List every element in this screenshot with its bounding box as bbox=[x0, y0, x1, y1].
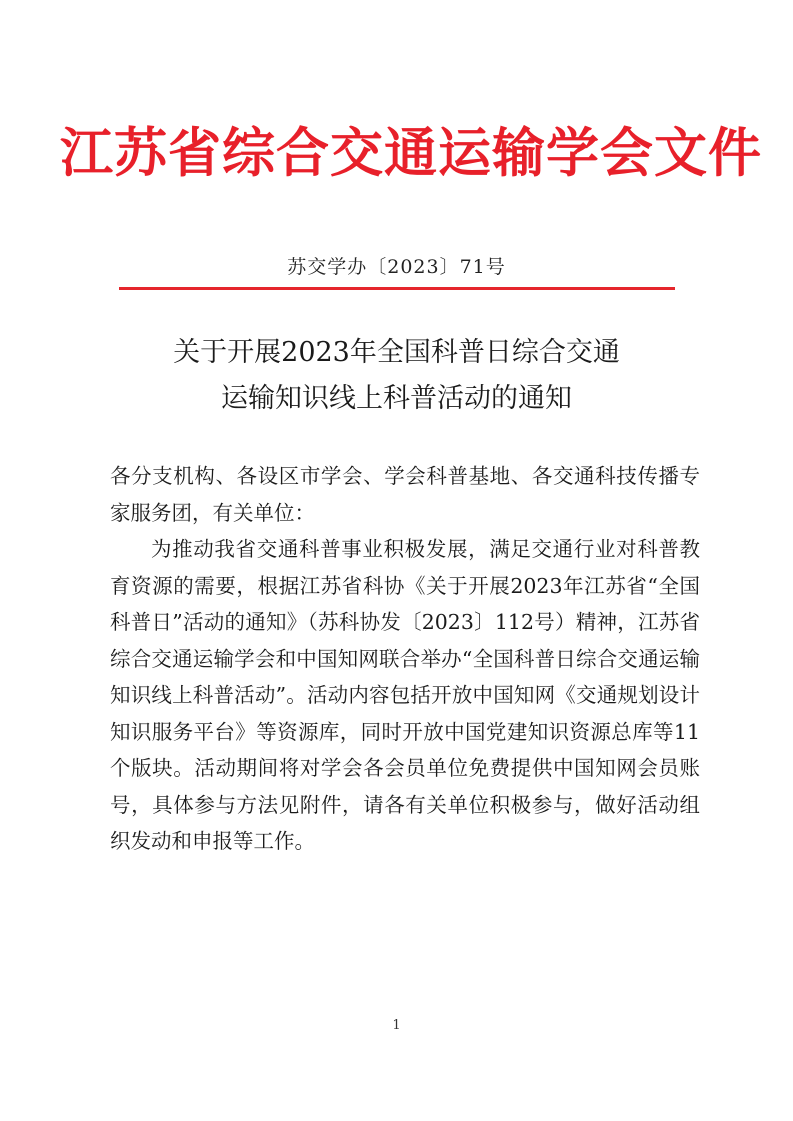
red-divider-line bbox=[119, 287, 675, 290]
notice-title bbox=[60, 330, 733, 422]
notice-title-line-1: 关于开展2023年全国科普日综合交通 bbox=[173, 337, 620, 368]
notice-title-line-2: 运输知识线上科普活动的通知 bbox=[221, 383, 572, 414]
notice-body bbox=[110, 458, 700, 860]
body-paragraph-1: 为推动我省交通科普事业积极发展，满足交通行业对科普教育资源的需要，根据江苏省科协《关于开展2023年江苏省“全国科普日”活动的通知》（苏科协发〔2023〕112号）精神，江苏省综合交通运输学会和中国知网联合举办“全国科普日综合交通运输知识线上科普活动”。活动内容包括开放中国知网《交通规划设计知识服务平台》等资源库，同时开放中国党建知识资源总库等11个版块。活动期间将对学会各会员单位免费提供中国知网会员账号，具体参与方法见附件，请各有关单位积极参与，做好活动组织发动和申报等工作。 bbox=[110, 537, 700, 853]
org-header-title: 江苏省综合交通运输学会文件 bbox=[60, 122, 762, 184]
document-number: 苏交学办〔2023〕71号 bbox=[287, 256, 506, 278]
page-number: 1 bbox=[392, 1018, 401, 1033]
salutation: 各分支机构、各设区市学会、学会科普基地、各交通科技传播专家服务团，有关单位： bbox=[110, 464, 700, 525]
